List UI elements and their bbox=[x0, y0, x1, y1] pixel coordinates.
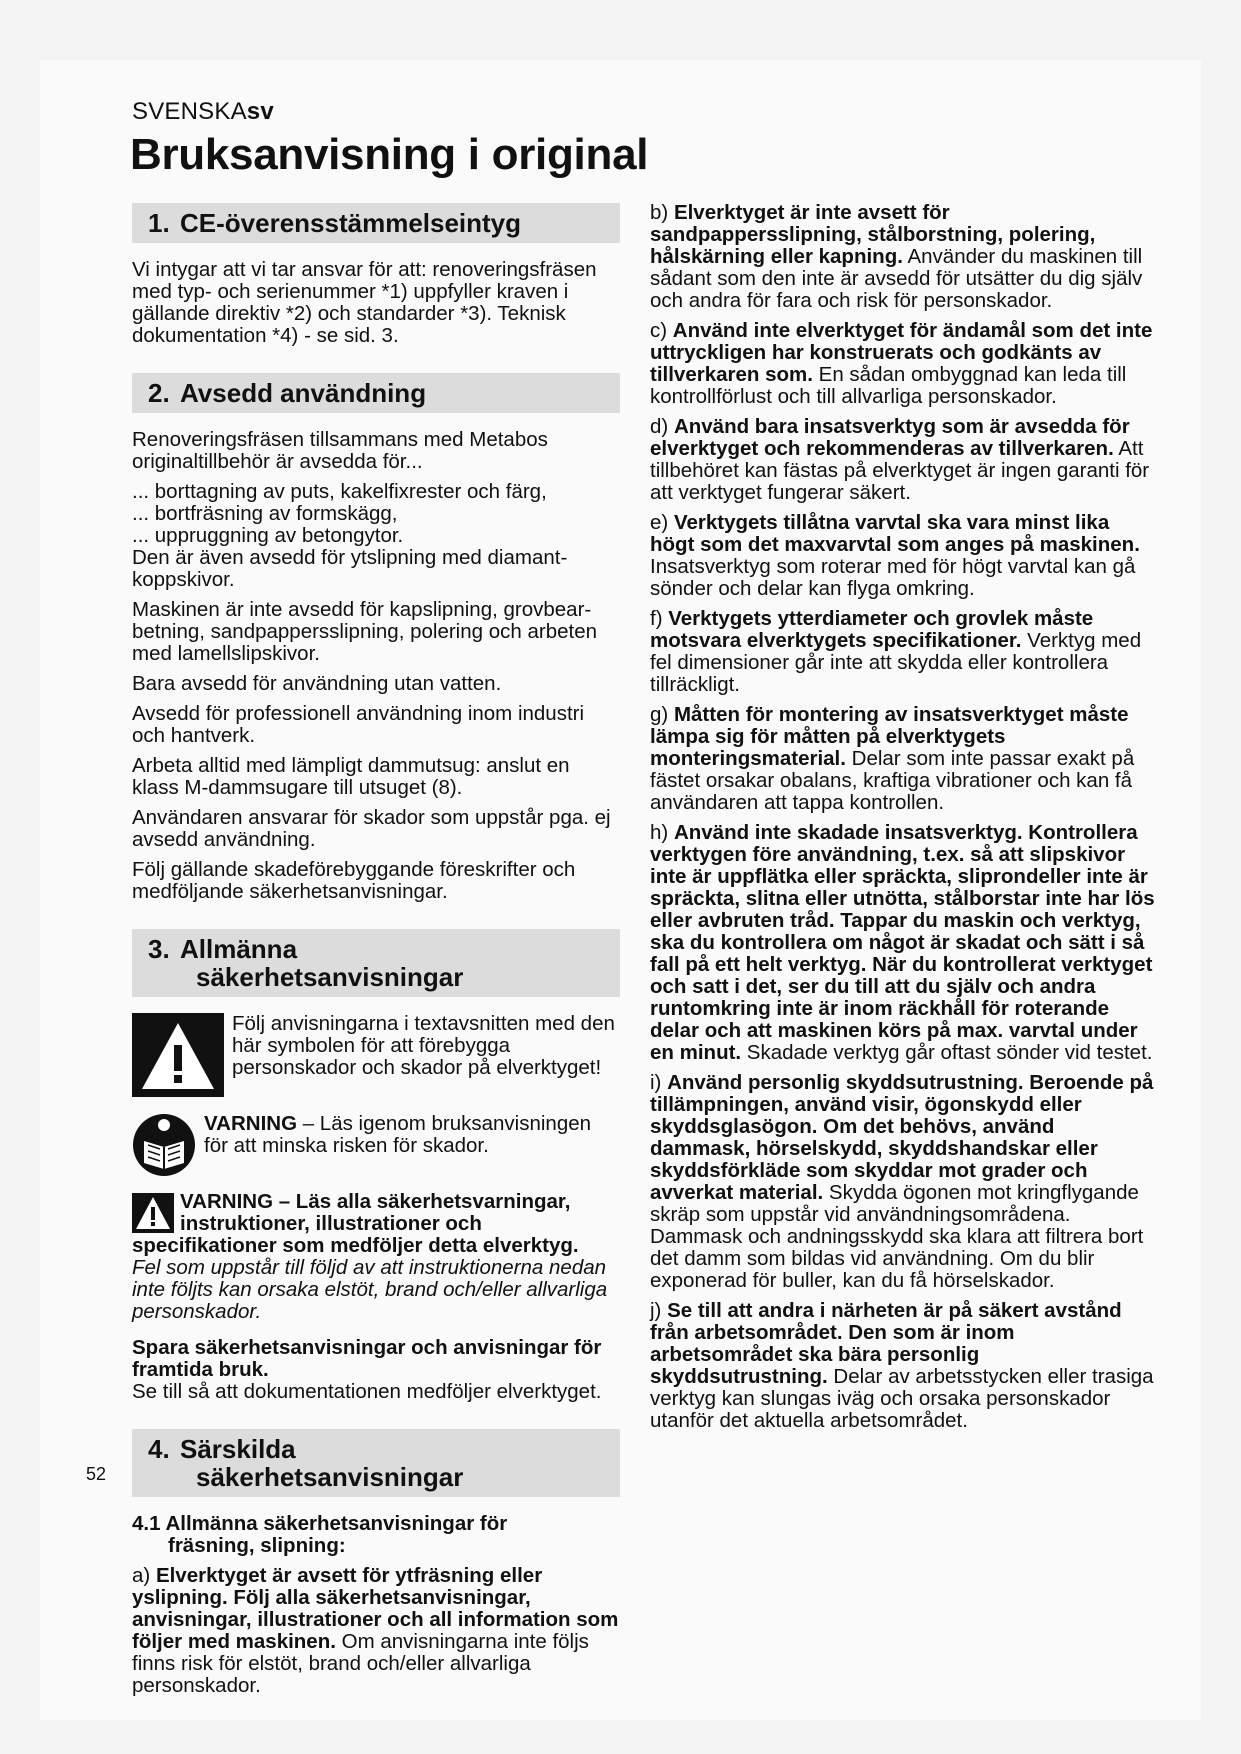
instruction-c bbox=[650, 320, 1158, 408]
item-text: Om anvisningarna inte följs finns risk för elstöt, brand och/eller allvarliga personskador. bbox=[132, 1630, 589, 1697]
read-manual-text bbox=[204, 1113, 620, 1157]
language-code: sv bbox=[246, 98, 274, 125]
documentation-note: Se till så att dokumentationen medföljer elverktyget. bbox=[132, 1380, 602, 1403]
item-text: Delar av arbetsstycken eller trasiga verktyg kan slungas iväg och orsaka personskador utanför det aktuella arbetsområdet. bbox=[650, 1365, 1154, 1432]
subsection-title-continued: fräsning, slipning: bbox=[168, 1534, 346, 1557]
intended-use-paragraph: Arbeta alltid med lämpligt dammutsug: anslut en klass M-dammsugare till utsuget (8). bbox=[132, 754, 570, 799]
item-text: Använder du maskinen till sådant som den inte är avsedd för utsätter du dig själv och andra för fara och risk för personskador. bbox=[650, 245, 1143, 312]
item-text: Verktyg med fel dimensioner går inte att skydda eller kontrollera tillräckligt. bbox=[650, 629, 1142, 696]
intended-use-intro: Renoveringsfräsen tillsammans med Metabos originaltillbehör är avsedda för... bbox=[132, 428, 548, 473]
intended-use-paragraph: Avsedd för professionell användning inom industri och hantverk. bbox=[132, 702, 585, 747]
section-1-heading bbox=[132, 203, 620, 243]
section-4-heading bbox=[132, 1429, 620, 1497]
intended-use-paragraph: Användaren ansvarar för skador som uppstår pga. ej avsedd användning. bbox=[132, 806, 611, 851]
subsection-4-1-heading bbox=[132, 1513, 620, 1557]
section-number: 1. bbox=[148, 208, 170, 238]
section-title: Allmänna bbox=[180, 934, 298, 964]
item-letter: c) bbox=[650, 319, 673, 342]
instruction-g bbox=[650, 704, 1158, 814]
save-instructions-bold: Spara säkerhetsanvisningar och anvisningar för framtida bruk. bbox=[132, 1336, 602, 1381]
general-warning-italic: Fel som uppstår till följd av att instruktionerna nedan inte följts kan orsaka elstöt, brand och/eller allvarliga personskador. bbox=[132, 1256, 608, 1323]
general-warning-heading: VARNING – Läs alla säkerhetsvarningar, instruktioner, illustrationer och specifikationer som medföljer detta elverktyg. bbox=[132, 1190, 579, 1257]
section-title: CE-överensstämmelseintyg bbox=[180, 208, 522, 238]
subsection-number: 4.1 bbox=[132, 1512, 161, 1535]
section-title: Avsedd användning bbox=[180, 378, 427, 408]
instruction-b bbox=[650, 202, 1158, 312]
section-title-continued: säkerhetsanvisningar bbox=[196, 962, 464, 992]
intended-use-paragraph: Följ gällande skadeförebyggande föreskrifter och medföljande säkerhetsanvisningar. bbox=[132, 858, 576, 903]
section-title-continued: säkerhetsanvisningar bbox=[196, 1462, 464, 1492]
page-number: 52 bbox=[86, 1464, 107, 1484]
language-text: SVENSKA bbox=[132, 98, 247, 125]
item-text: Att tillbehöret kan fästas på elverktyget är ingen garanti för att verktyget fungerar säkert. bbox=[650, 437, 1150, 504]
right-column bbox=[650, 202, 1158, 1440]
warning-label: VARNING bbox=[204, 1112, 298, 1135]
item-letter: a) bbox=[132, 1564, 156, 1587]
item-letter: e) bbox=[650, 511, 674, 534]
warning-triangle-icon bbox=[132, 1013, 224, 1097]
section-2-heading bbox=[132, 373, 620, 413]
item-letter: b) bbox=[650, 201, 674, 224]
instruction-f bbox=[650, 608, 1158, 696]
section-number: 2. bbox=[148, 378, 170, 408]
item-letter: f) bbox=[650, 607, 669, 630]
item-bold: Elverktyget är avsett för ytfräsning eller yslipning. Följ alla säkerhetsanvisningar, anvisningar, illustrationer och all information som följer med maskinen. bbox=[132, 1564, 619, 1653]
item-text: En sådan ombyggnad kan leda till kontrollförlust och till allvarliga personskador. bbox=[650, 363, 1127, 408]
section-3-heading bbox=[132, 929, 620, 997]
item-bold: Använd inte elverktyget för ändamål som det inte uttryckligen har konstruerats och godkänts av tillverkaren som. bbox=[650, 319, 1153, 386]
instruction-e bbox=[650, 512, 1158, 600]
intended-use-item: Den är även avsedd för ytslipning med diamant-koppskivor. bbox=[132, 546, 568, 591]
item-text: Skadade verktyg går oftast sönder vid testet. bbox=[741, 1041, 1153, 1064]
instruction-j bbox=[650, 1300, 1158, 1432]
section-number: 3. bbox=[148, 934, 170, 964]
read-manual-icon bbox=[132, 1113, 196, 1177]
page-title: Bruksanvisning i original bbox=[130, 130, 649, 179]
general-warning-block bbox=[132, 1191, 620, 1403]
warning-triangle-small-icon bbox=[132, 1193, 174, 1233]
instruction-i bbox=[650, 1072, 1158, 1292]
item-bold: Måtten för montering av insatsverktyget måste lämpa sig för måtten på elverktygets monteringsmaterial. bbox=[650, 703, 1129, 770]
warning-text: – Läs igenom bruksanvisningen för att minska risken för skador. bbox=[204, 1112, 592, 1157]
item-letter: h) bbox=[650, 821, 674, 844]
section-title: Särskilda bbox=[180, 1434, 296, 1464]
intended-use-item: ... borttagning av puts, kakelfixrester och färg, bbox=[132, 480, 547, 503]
language-label bbox=[132, 98, 274, 126]
save-instructions bbox=[132, 1337, 620, 1381]
item-text: Skydda ögonen mot kringflygande skräp som uppstår vid användningsområdena. Dammask och andningsskydd ska klara att filtrera bort det damm som bildas vid användning. Om du blir exponerad för buller, kan du få hörselskador. bbox=[650, 1181, 1144, 1292]
item-bold: Elverktyget är inte avsett för sandpappersslipning, stålborstning, polering, hålskärning eller kapning. bbox=[650, 201, 1096, 268]
item-letter: g) bbox=[650, 703, 674, 726]
warning-symbol-note bbox=[132, 1013, 620, 1097]
intended-use-item: ... bortfräsning av formskägg, bbox=[132, 502, 398, 525]
item-letter: j) bbox=[650, 1299, 668, 1322]
instruction-a bbox=[132, 1565, 620, 1697]
item-text: Delar som inte passar exakt på fästet orsakar obalans, kraftiga vibrationer och kan få användaren att tappa kontrollen. bbox=[650, 747, 1135, 814]
item-bold: Se till att andra i närheten är på säkert avstånd från arbetsområdet. Den som är inom arbetsområdet ska bära personlig skyddsutrustning. bbox=[650, 1299, 1122, 1388]
subsection-title: Allmänna säkerhetsanvisningar för bbox=[165, 1512, 508, 1535]
instruction-h bbox=[650, 822, 1158, 1064]
ce-declaration-text: Vi intygar att vi tar ansvar för att: renoveringsfräsen med typ- och serienummer *1) uppfyller kraven i gällande direktiv *2) och standarder *3). Teknisk dokumentation *4) - se sid. 3. bbox=[132, 258, 597, 347]
item-text: Insatsverktyg som roterar med för högt varvtal kan gå sönder och delar kan flyga omkring. bbox=[650, 555, 1136, 600]
left-column bbox=[132, 203, 620, 1705]
section-number: 4. bbox=[148, 1434, 170, 1464]
item-bold: Använd inte skadade insatsverktyg. Kontrollera verktygen före användning, t.ex. så att slipskivor inte är uppflätka eller spräckta, sliprondeller inte är spräckta, slitna eller utnötta, stålborstar inte har lös eller avbruten tråd. Tappar du maskin och verktyg, ska du kontrollera om något är skadat och sätt i så fall på ett helt verktyg. När du kontrollerat verktyget och satt i det, ser du till att du själv och andra runtomkring inte är inom räckhåll för roterande delar och att maskinen körs på max. varvtal under en minut. bbox=[650, 821, 1155, 1064]
instruction-d bbox=[650, 416, 1158, 504]
item-bold: Verktygets tillåtna varvtal ska vara minst lika högt som det maxvarvtal som anges på maskinen. bbox=[650, 511, 1140, 556]
intended-use-paragraph: Maskinen är inte avsedd för kapslipning, grovbear-betning, sandpappersslipning, polering och arbeten med lamellslipskivor. bbox=[132, 598, 598, 665]
intended-use-item: ... uppruggning av betongytor. bbox=[132, 524, 404, 547]
read-manual-note bbox=[132, 1113, 620, 1177]
warning-symbol-text: Följ anvisningarna i textavsnitten med den här symbolen för att förebygga personskador och skador på elverktyget! bbox=[232, 1012, 615, 1079]
item-bold: Använd bara insatsverktyg som är avsedda för elverktyget och rekommenderas av tillverkaren. bbox=[650, 415, 1130, 460]
item-letter: i) bbox=[650, 1071, 668, 1094]
item-bold: Verktygets ytterdiameter och grovlek måste motsvara elverktygets specifikationer. bbox=[650, 607, 1094, 652]
intended-use-paragraph: Bara avsedd för användning utan vatten. bbox=[132, 672, 502, 695]
item-bold: Använd personlig skyddsutrustning. Beroende på tillämpningen, använd visir, ögonskydd eller skyddsglasögon. Om det behövs, använd dammask, hörselskydd, skyddshandskar eller skyddsförkläde som skyddar mot grader och avverkat material. bbox=[650, 1071, 1154, 1204]
item-letter: d) bbox=[650, 415, 674, 438]
